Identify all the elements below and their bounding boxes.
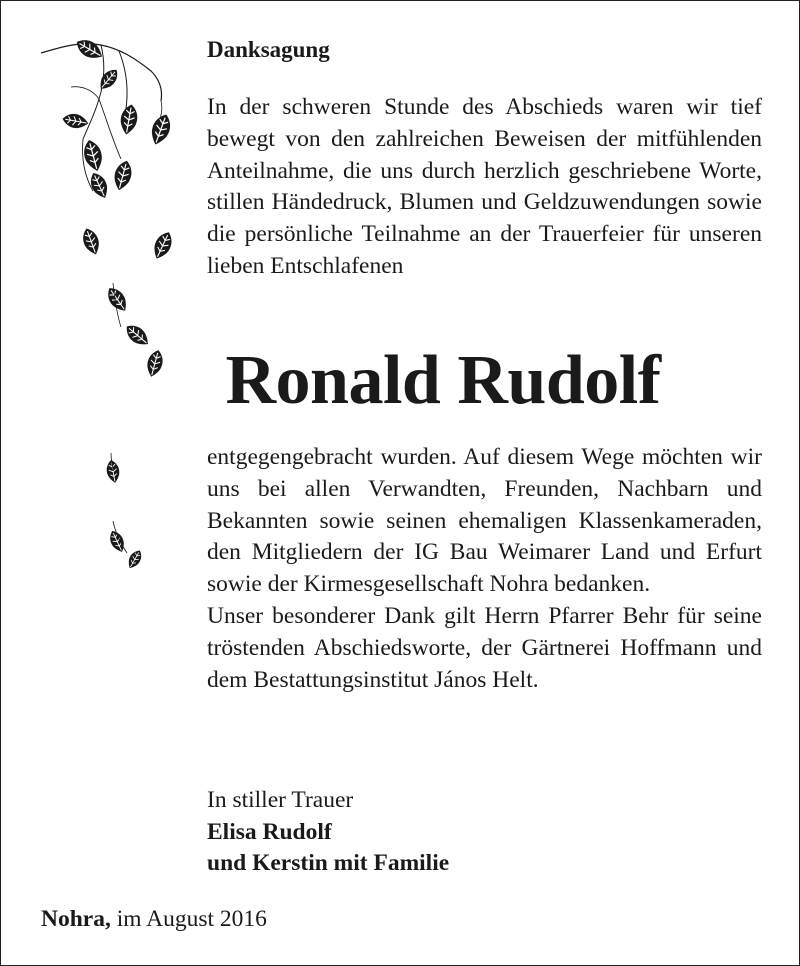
place-date-line: [41, 904, 267, 934]
signer-family: und Kerstin mit Familie: [207, 850, 450, 877]
closing-line: In stiller Trauer: [207, 787, 354, 813]
signer-name: Elisa Rudolf: [207, 818, 332, 845]
thanks-paragraph-body: [207, 442, 762, 696]
deceased-name: Ronald Rudolf: [225, 342, 661, 419]
notice-date: im August 2016: [116, 906, 267, 932]
signature-block: [207, 785, 449, 880]
place-name: Nohra,: [41, 906, 111, 932]
paragraph-text: In der schweren Stunde des Abschieds waren wir tief bewegt von den zahlreichen Beweisen der mitfühlenden Anteilnahme, die uns durch herzlich geschriebene Worte, stillen Händedruck, Blumen und Geldzuwendungen sowie die persönliche Teilnahme an der Trauerfeier für unseren lieben Entschlafenen: [207, 94, 762, 279]
notice-heading: Danksagung: [207, 37, 330, 62]
paragraph-text: entgegengebracht wurden. Auf diesem Wege möchten wir uns bei allen Verwandten, Freunden, Nachbarn und Bekannten sowie seinen ehemaligen Klassenkameraden, den Mitgliedern der IG Bau Weimarer Land und Erfurt sowie der Kirmesgesellschaft Nohra bedanken.: [207, 444, 762, 598]
special-thanks-paragraph: Unser besonderer Dank gilt Herrn Pfarrer Behr für seine tröstenden Abschiedsworte, der Gärtnerei Hoffmann und dem Bestattungsinstitut János Helt.: [207, 602, 762, 693]
thanks-paragraph-intro: [207, 92, 762, 283]
falling-leaves-icon: [1, 1, 201, 621]
